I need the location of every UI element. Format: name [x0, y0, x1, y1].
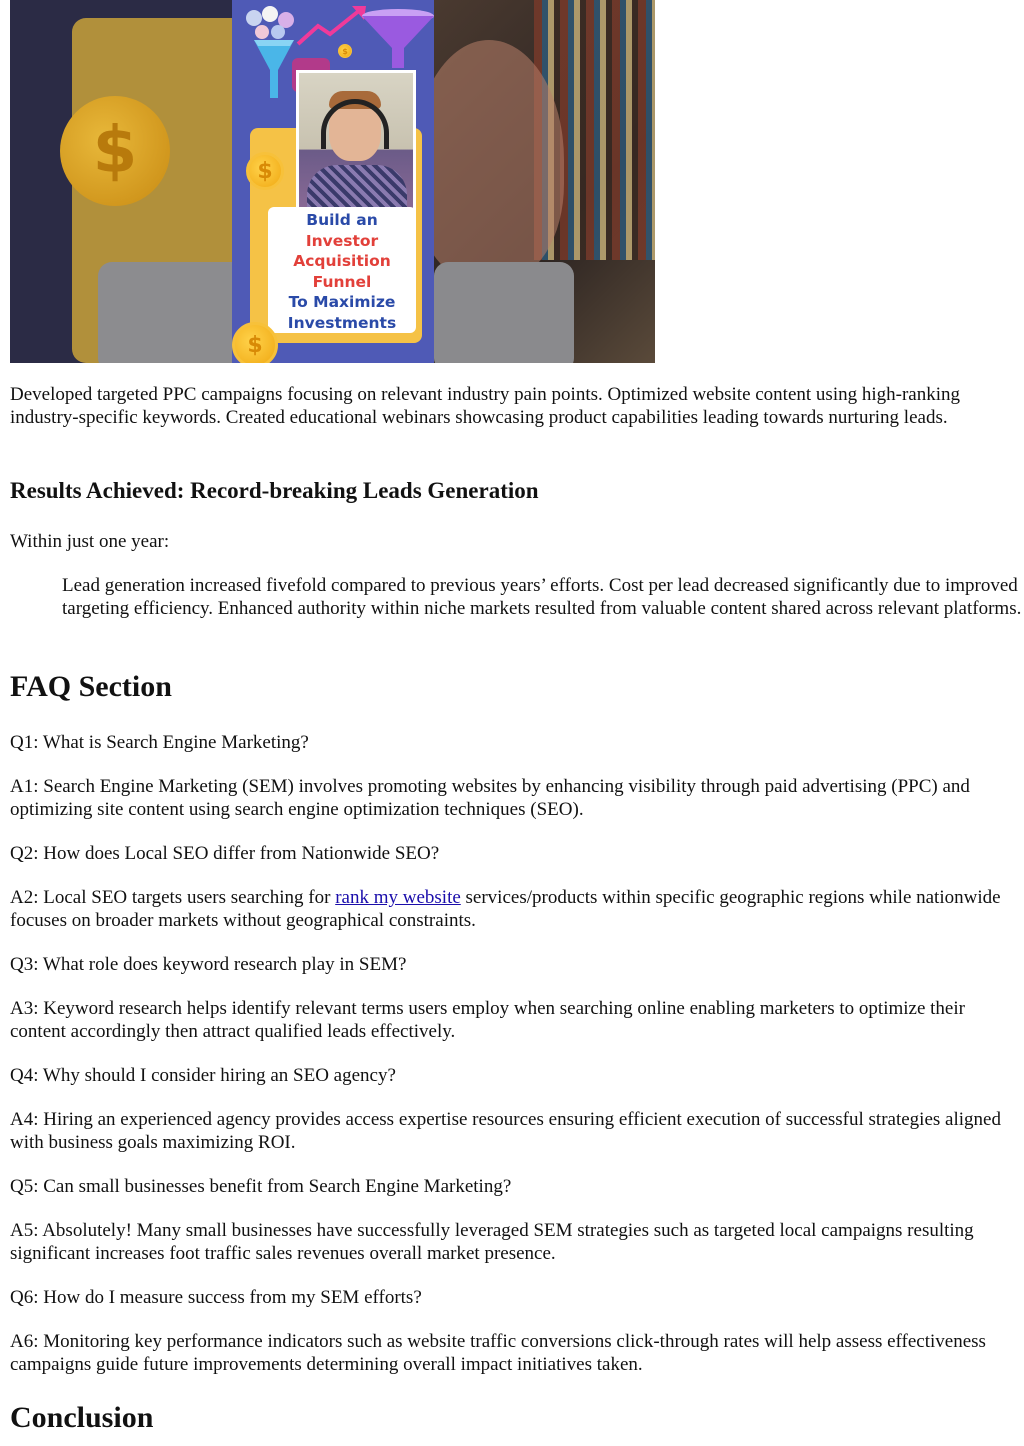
results-heading: Results Achieved: Record-breaking Leads Generation	[10, 478, 539, 503]
faq-question: Q2: How does Local SEO differ from Nationwide SEO?	[10, 843, 440, 864]
faq-question: Q5: Can small businesses benefit from Search Engine Marketing?	[10, 1176, 512, 1197]
faq-list	[10, 731, 1014, 1397]
coin-icon: $	[338, 44, 352, 58]
coin-icon: $	[232, 322, 278, 363]
faq-question: Q1: What is Search Engine Marketing?	[10, 732, 309, 753]
faq-question: Q3: What role does keyword research play in SEM?	[10, 954, 407, 975]
faq-item	[10, 1064, 1014, 1154]
article	[10, 0, 1022, 1434]
coin-icon: $	[246, 152, 284, 190]
thumbnail-background-right	[434, 0, 655, 363]
rank-my-website-link[interactable]: rank my website	[335, 887, 461, 908]
funnel-icon	[360, 8, 436, 70]
faq-item	[10, 842, 1014, 932]
faq-question: Q4: Why should I consider hiring an SEO agency?	[10, 1065, 396, 1086]
thumbnail-title-card: Build an Investor Acquisition Funnel To Maximize Investments	[268, 207, 416, 333]
faq-answer: A1: Search Engine Marketing (SEM) involves promoting websites by enhancing visibility through paid advertising (PPC) and optimizing site content using search engine optimization techniques (SEO).	[10, 776, 970, 820]
coin-icon: $	[60, 96, 170, 206]
funnel-icon	[254, 40, 294, 100]
faq-item	[10, 1286, 1014, 1376]
intro-paragraph: Developed targeted PPC campaigns focusing on relevant industry pain points. Optimized website content using high-ranking industry-specific keywords. Created educational webinars showcasing product capabilities leading towards nurturing leads.	[10, 384, 960, 428]
faq-item	[10, 953, 1014, 1043]
faq-item	[10, 731, 1014, 821]
faq-heading: FAQ Section	[10, 670, 172, 703]
trend-arrow-icon	[296, 4, 368, 48]
presenter-photo	[296, 70, 416, 214]
faq-answer: A4: Hiring an experienced agency provides access expertise resources ensuring efficient execution of successful strategies aligned with business goals maximizing ROI.	[10, 1109, 1001, 1153]
results-lead-in: Within just one year:	[10, 531, 170, 552]
faq-question: Q6: How do I measure success from my SEM efforts?	[10, 1287, 422, 1308]
faq-answer: A6: Monitoring key performance indicators such as website traffic conversions click-through rates will help assess effectiveness campaigns guide future improvements determining overall impact initiatives taken.	[10, 1331, 986, 1375]
thumbnail-background-left	[10, 0, 232, 363]
faq-item	[10, 1175, 1014, 1265]
faq-answer: A3: Keyword research helps identify relevant terms users employ when searching online enabling marketers to optimize their content accordingly then attract qualified leads effectively.	[10, 998, 965, 1042]
people-group-icon	[242, 4, 298, 44]
conclusion-heading: Conclusion	[10, 1401, 154, 1434]
faq-answer: A2: Local SEO targets users searching for rank my website services/products within specific geographic regions while nationwide focuses on broader markets without geographical constraints.	[10, 887, 1001, 931]
faq-answer: A5: Absolutely! Many small businesses have successfully leveraged SEM strategies such as targeted local campaigns resulting significant increases foot traffic sales revenues overall market presence.	[10, 1220, 974, 1264]
results-details: Lead generation increased fivefold compared to previous years’ efforts. Cost per lead decreased significantly due to improved targeting efficiency. Enhanced authority within niche markets resulted from valuable content shared across relevant platforms.	[62, 575, 1022, 619]
video-thumbnail[interactable]	[10, 0, 655, 363]
